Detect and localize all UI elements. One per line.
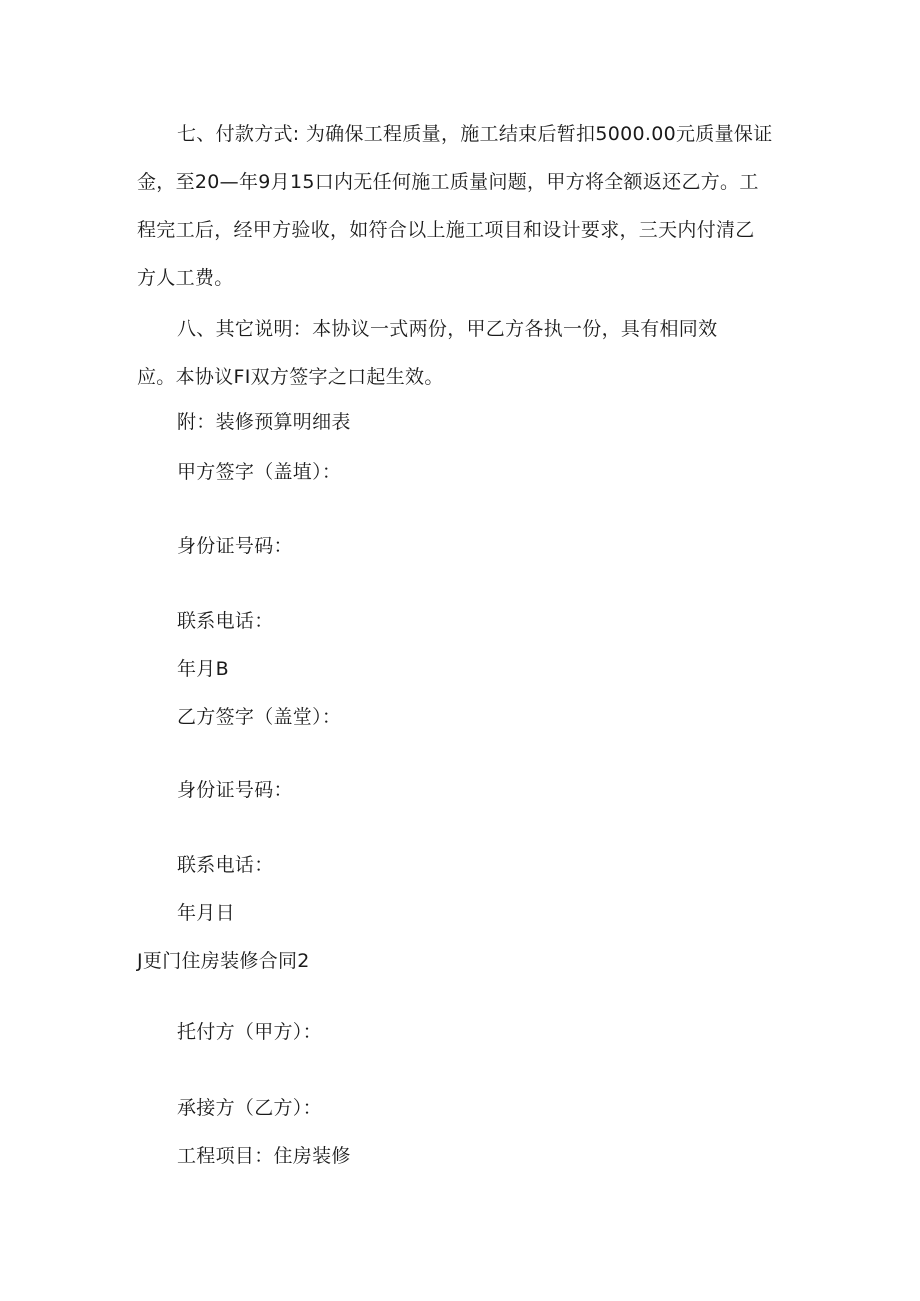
section-payment-method <box>137 110 787 302</box>
paragraph-line: 应。本协议FI双方签字之口起生效。 <box>137 366 444 388</box>
party-a-signature-label: 甲方签字（盖埴）： <box>177 461 342 483</box>
party-a-phone-label: 联系电话： <box>177 610 274 632</box>
paragraph-line: 七、付款方式: 为确保工程质量，施工结束后暂扣5000.00元质量保证 <box>177 123 773 145</box>
paragraph-line: 方人工费。 <box>137 267 234 289</box>
party-b-id-label: 身份证号码： <box>177 779 293 801</box>
party-b-date-label: 年月日 <box>177 902 235 924</box>
party-b-signature-label: 乙方签字（盖堂）： <box>177 706 342 728</box>
paragraph-line: 八、其它说明：本协议一式两份，甲乙方各执一份，具有相同效 <box>177 318 718 340</box>
party-a-id-label: 身份证号码： <box>177 535 293 557</box>
party-b-phone-label: 联系电话： <box>177 854 274 876</box>
contract-2-title: J更门住房装修合同2 <box>137 950 310 972</box>
contractor-label: 承接方（乙方）： <box>177 1097 322 1119</box>
section-other-notes <box>137 305 787 401</box>
paragraph-line: 金，至20—年9月15口内无任何施工质量问题，甲方将全额返还乙方。工 <box>137 171 759 193</box>
project-label: 工程项目：住房装修 <box>177 1145 351 1167</box>
party-a-date-label: 年月B <box>177 658 229 680</box>
appendix-label: 附：装修预算明细表 <box>177 411 351 433</box>
client-label: 托付方（甲方）： <box>177 1021 322 1043</box>
paragraph-line: 程完工后，经甲方验收，如符合以上施工项目和设计要求，三天内付清乙 <box>137 219 755 241</box>
